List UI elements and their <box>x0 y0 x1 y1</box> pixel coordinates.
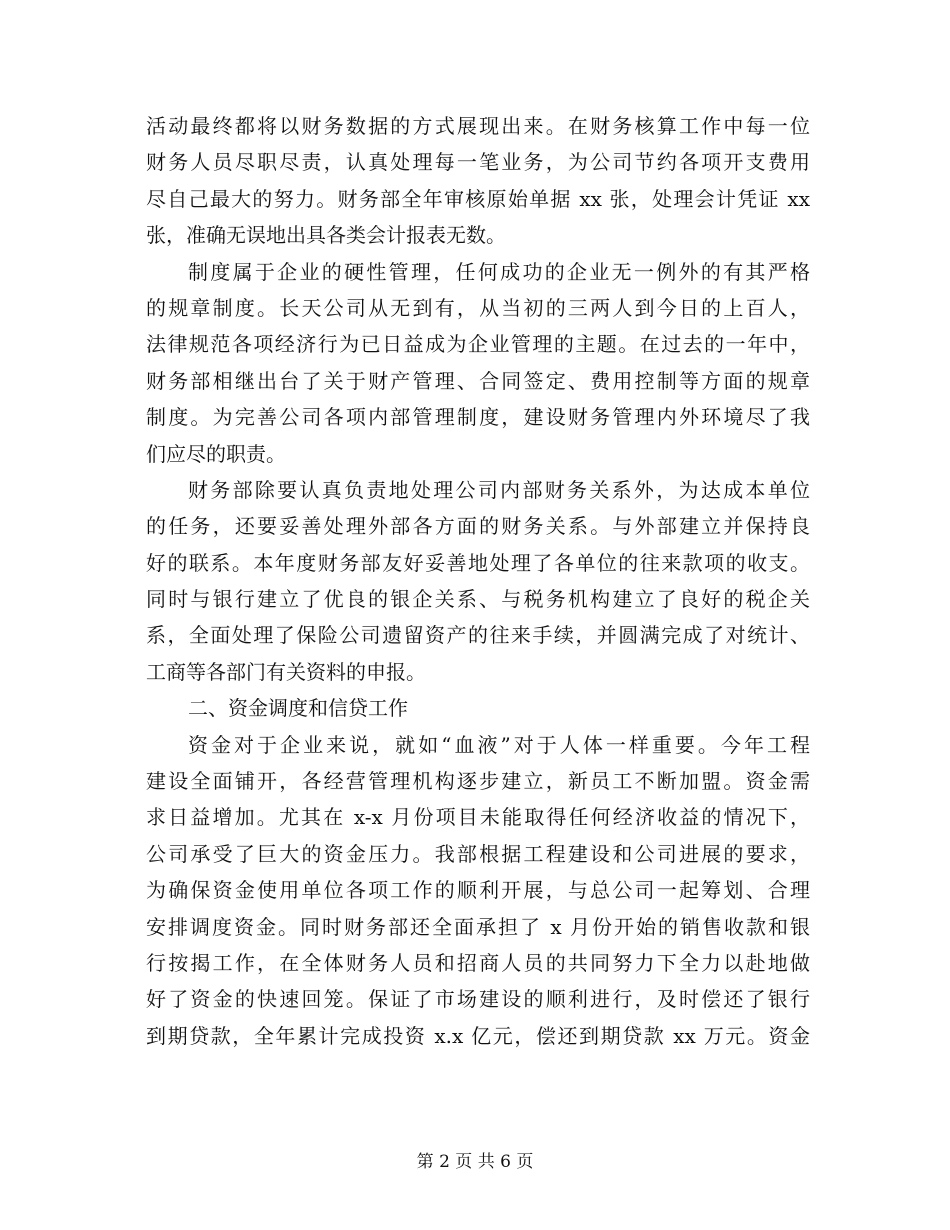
paragraph-fund-scheduling <box>146 727 810 1055</box>
text-line: 系，全面处理了保险公司遗留资产的往来手续，并圆满完成了对统计、 <box>146 623 810 648</box>
text-line: 到期贷款，全年累计完成投资 x.x 亿元，偿还到期贷款 xx 万元。资金 <box>146 1023 810 1048</box>
page-footer <box>0 1150 950 1174</box>
text-line: 活动最终都将以财务数据的方式展现出来。在财务核算工作中每一位 <box>146 114 810 138</box>
paragraph-financial-accounting <box>146 108 810 254</box>
text-line: 资金对于企业来说，就如“血液”对于人体一样重要。今年工程 <box>188 732 810 757</box>
section-heading-text: 二、资金调度和信贷工作 <box>188 696 408 721</box>
text-line: 张，准确无误地出具各类会计报表无数。 <box>146 223 506 248</box>
text-line: 工商等各部门有关资料的申报。 <box>146 659 426 684</box>
text-line: 公司承受了巨大的资金压力。我部根据工程建设和公司进展的要求， <box>146 841 810 866</box>
text-line: 好的联系。本年度财务部友好妥善地处理了各单位的往来款项的收支。 <box>146 550 810 575</box>
text-line: 行按揭工作，在全体财务人员和招商人员的共同努力下全力以赴地做 <box>146 950 810 975</box>
page-number-indicator: 第 2 页 共 6 页 <box>416 1152 534 1172</box>
text-line: 财务人员尽职尽责，认真处理每一笔业务，为公司节约各项开支费用 <box>146 150 810 175</box>
text-line: 财务部相继出台了关于财产管理、合同签定、费用控制等方面的规章 <box>146 368 810 393</box>
document-body <box>146 108 810 1054</box>
text-line: 尽自己最大的努力。财务部全年审核原始单据 xx 张，处理会计凭证 xx <box>146 186 810 211</box>
text-line: 制度属于企业的硬性管理，任何成功的企业无一例外的有其严格 <box>188 259 810 284</box>
text-line: 的规章制度。长天公司从无到有，从当初的三两人到今日的上百人， <box>146 295 810 320</box>
text-line: 法律规范各项经济行为已日益成为企业管理的主题。在过去的一年中， <box>146 332 810 357</box>
text-line: 好了资金的快速回笼。保证了市场建设的顺利进行，及时偿还了银行 <box>146 987 810 1012</box>
text-line: 制度。为完善公司各项内部管理制度，建设财务管理内外环境尽了我 <box>146 405 810 430</box>
text-line: 建设全面铺开，各经营管理机构逐步建立，新员工不断加盟。资金需 <box>146 769 810 794</box>
text-line: 同时与银行建立了优良的银企关系、与税务机构建立了良好的税企关 <box>146 587 810 612</box>
text-line: 求日益增加。尤其在 x-x 月份项目未能取得任何经济收益的情况下， <box>146 805 810 830</box>
paragraph-regulations <box>146 254 810 472</box>
section-heading <box>146 690 810 726</box>
text-line: 的任务，还要妥善处理外部各方面的财务关系。与外部建立并保持良 <box>146 514 810 539</box>
paragraph-external-relations <box>146 472 810 690</box>
text-line: 为确保资金使用单位各项工作的顺利开展，与总公司一起筹划、合理 <box>146 878 810 903</box>
text-line: 安排调度资金。同时财务部还全面承担了 x 月份开始的销售收款和银 <box>146 914 810 939</box>
text-line: 财务部除要认真负责地处理公司内部财务关系外，为达成本单位 <box>188 477 810 502</box>
text-line: 们应尽的职责。 <box>146 441 286 466</box>
